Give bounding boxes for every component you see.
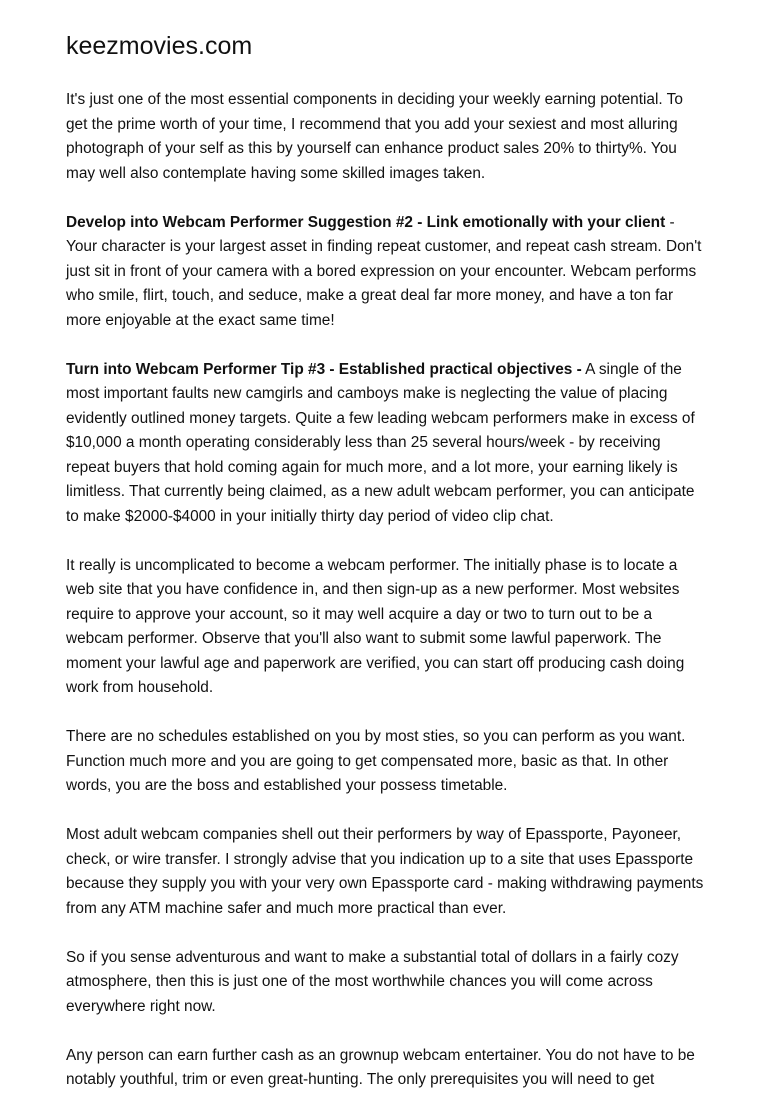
paragraph-5-text: There are no schedules established on you by most sties, so you can perform as you want. Function much more and you are going to get compensated more, basic as that. In other words, you are the boss and established your possess timetable. <box>66 728 686 794</box>
paragraph-1 <box>66 88 706 186</box>
paragraph-4 <box>66 554 706 701</box>
paragraph-1-text: It's just one of the most essential components in deciding your weekly earning potential. To get the prime worth of your time, I recommend that you add your sexiest and most alluring photograph of your self as this by yourself can enhance product sales 20% to thirty%. You may well also contemplate having some skilled images taken. <box>66 91 683 182</box>
paragraph-8-text: Any person can earn further cash as an grownup webcam entertainer. You do not have to be notably youthful, trim or even great-hunting. The only prerequisites you will need to get <box>66 1046 695 1088</box>
page-title: keezmovies.com <box>66 32 253 60</box>
document-page <box>66 30 706 1117</box>
paragraph-7-text: So if you sense adventurous and want to make a substantial total of dollars in a fairly cozy atmosphere, then this is just one of the most worthwhile chances you will come across everywhere right now. <box>66 948 679 1015</box>
paragraph-5 <box>66 725 706 799</box>
paragraph-3-heading: Turn into Webcam Performer Tip #3 - Established practical objectives - <box>66 360 582 378</box>
paragraph-7 <box>66 946 706 1020</box>
paragraph-2 <box>66 211 706 334</box>
paragraph-6 <box>66 823 706 921</box>
paragraph-2-text: - Your character is your largest asset in finding repeat customer, and repeat cash stream. Don't just sit in front of your camera with a bored expression on your encounter. Webcam performs who smile, flirt, touch, and seduce, make a great deal far more money, and have a ton far more enjoyable at the exact same time! <box>66 213 702 329</box>
paragraph-8 <box>66 1044 706 1093</box>
paragraph-3 <box>66 358 706 530</box>
paragraph-6-text: Most adult webcam companies shell out their performers by way of Epassporte, Payoneer, check, or wire transfer. I strongly advise that you indication up to a site that uses Epassporte because they supply you with your very own Epassporte card - making withdrawing payments from any ATM machine safer and much more practical than ever. <box>66 826 704 917</box>
paragraph-4-text: It really is uncomplicated to become a webcam performer. The initially phase is to locate a web site that you have confidence in, and then sign-up as a new performer. Most websites require to approve your account, so it may well acquire a day or two to turn out to be a webcam performer. Observe that you'll also want to submit some lawful paperwork. The moment your lawful age and paperwork are verified, you can start off producing cash doing work from household. <box>66 556 685 696</box>
paragraph-2-heading: Develop into Webcam Performer Suggestion #2 - Link emotionally with your client <box>66 213 666 231</box>
paragraph-3-text: A single of the most important faults new camgirls and camboys make is neglecting the value of placing evidently outlined money targets. Quite a few leading webcam performers make in excess of $10,000 a month operating considerably less than 25 several hours/week - by receiving repeat buyers that hold coming again for much more, and a lot more, your earning likely is limitless. That currently being claimed, as a new adult webcam performer, you can anticipate to make $2000-$4000 in your initially thirty day period of video clip chat. <box>66 360 695 525</box>
